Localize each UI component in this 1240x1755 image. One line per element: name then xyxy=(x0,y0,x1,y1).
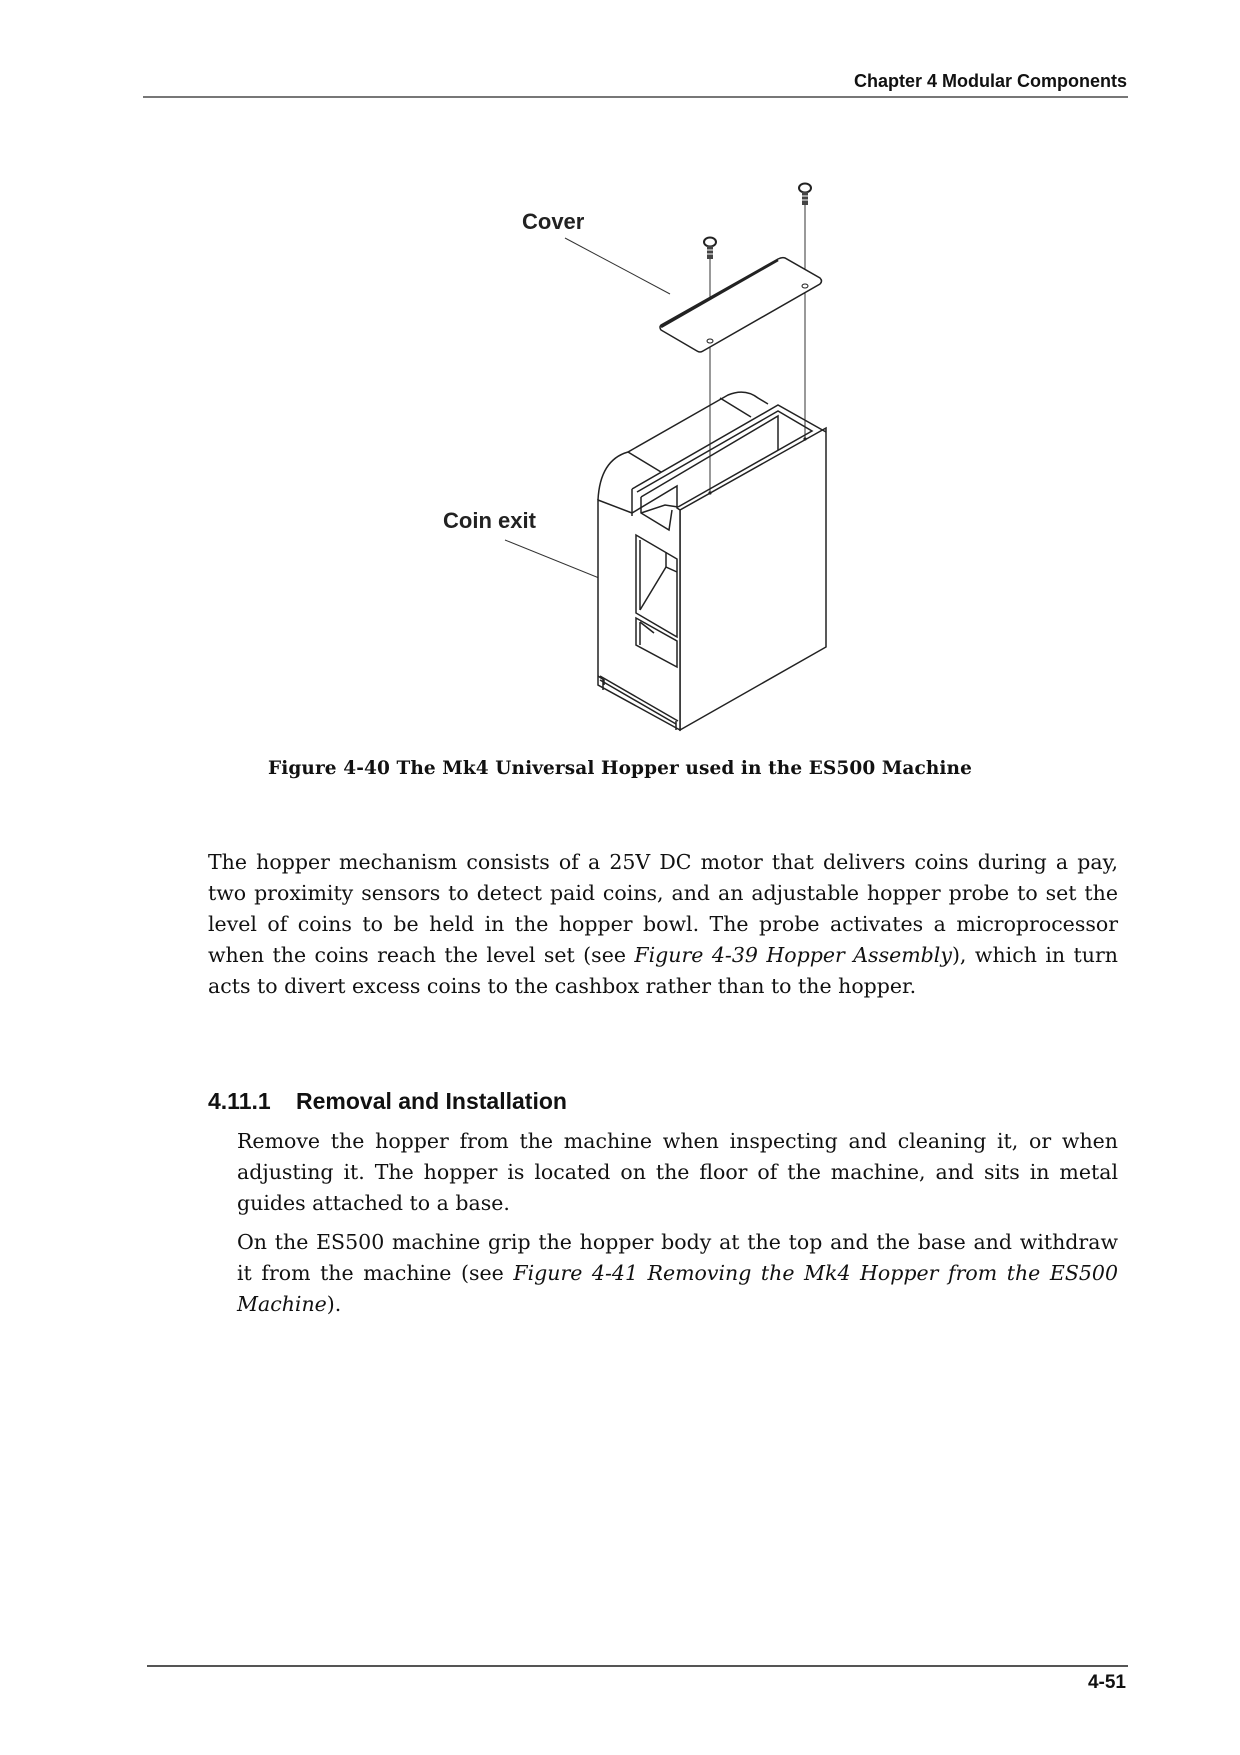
section-title: Removal and Installation xyxy=(296,1088,567,1114)
section-number: 4.11.1 xyxy=(208,1088,271,1114)
footer-divider xyxy=(147,1665,1128,1667)
cover-plate xyxy=(660,258,822,352)
figure-reference-link[interactable]: Figure 4-41 Removing the Mk4 Hopper from the ES500 Machine xyxy=(237,1261,1118,1316)
hopper-description-paragraph xyxy=(208,847,1118,1002)
chapter-title: Chapter 4 Modular Components xyxy=(853,71,1127,91)
hopper-figure xyxy=(0,0,1240,760)
section-heading xyxy=(208,1088,567,1115)
figure-caption: Figure 4-40 The Mk4 Universal Hopper used in the ES500 Machine xyxy=(268,758,972,779)
paragraph-text: ), which in turn acts to divert excess coins to the cashbox rather than to the hopper. xyxy=(208,943,1118,998)
hopper-illustration xyxy=(0,0,1240,760)
coin-exit-label: Coin exit xyxy=(443,508,536,533)
page-number: 4-51 xyxy=(1087,1672,1126,1693)
cover-label: Cover xyxy=(522,209,585,234)
paragraph-text: ). xyxy=(326,1292,342,1316)
screw-left-icon xyxy=(704,238,716,260)
es500-removal-paragraph xyxy=(237,1227,1118,1320)
removal-paragraph: Remove the hopper from the machine when inspecting and cleaning it, or when adjusting it. The hopper is located on the floor of the machine, and sits in metal guides attached to a base. xyxy=(237,1129,1118,1215)
paragraph-text: The hopper mechanism consists of a 25V DC motor that delivers coins during a pay, two proximity sensors to detect paid coins, and an adjustable hopper probe to set the level of coins to be held in the hopper bowl. The probe activates a microprocessor when the coins reach the level set (see xyxy=(208,850,1118,967)
cover-leader-line xyxy=(565,238,670,294)
paragraph-text: On the ES500 machine grip the hopper body at the top and the base and withdraw it from the machine (see xyxy=(237,1230,1118,1285)
figure-reference-link[interactable]: Figure 4-39 Hopper Assembly xyxy=(634,943,952,967)
hopper-body xyxy=(598,392,826,730)
screw-right-icon xyxy=(799,184,811,206)
